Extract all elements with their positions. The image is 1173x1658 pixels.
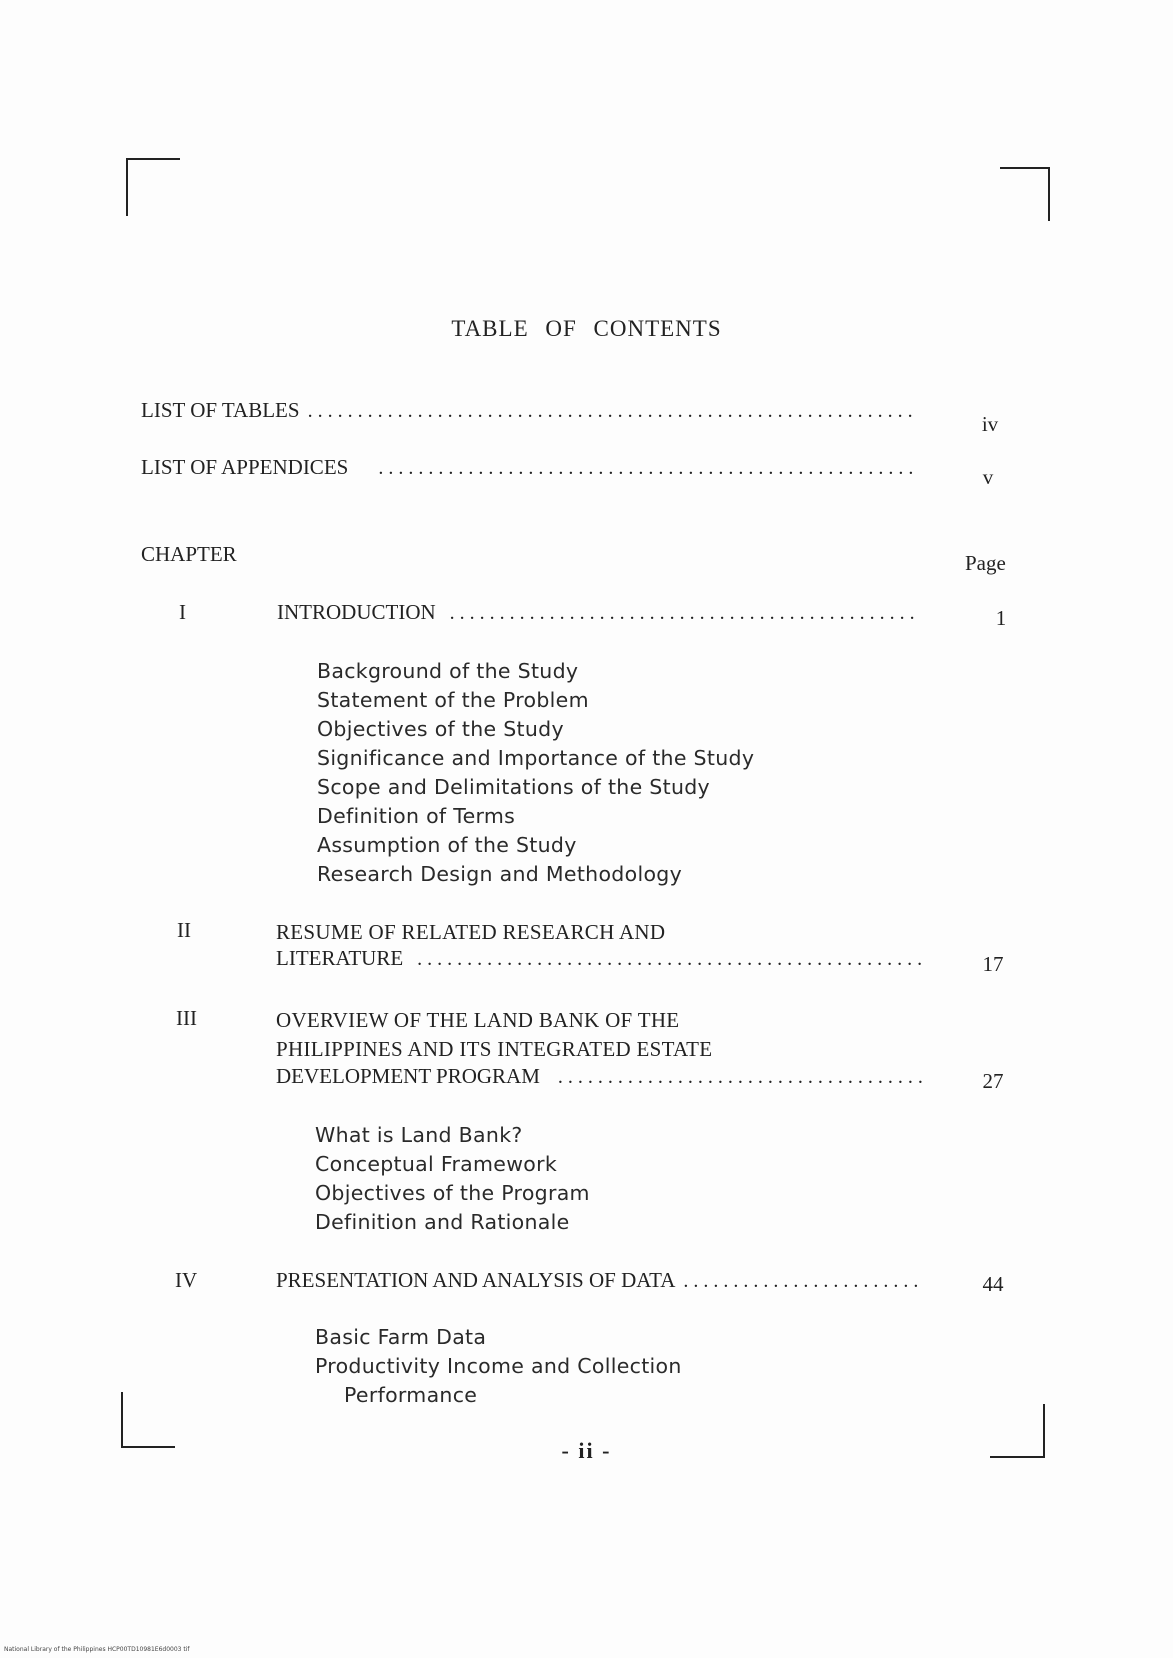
chapter-title-line: PHILIPPINES AND ITS INTEGRATED ESTATE	[276, 1037, 713, 1061]
leader-dots	[308, 401, 917, 423]
chapter-title: LITERATURE	[276, 946, 404, 970]
subsection-item: Performance	[344, 1383, 478, 1407]
subsection-item: What is Land Bank?	[315, 1123, 523, 1147]
subsection-item: Definition and Rationale	[315, 1210, 570, 1234]
chapter-title: DEVELOPMENT PROGRAM	[276, 1064, 540, 1088]
toc-entry-label: LIST OF TABLES	[141, 398, 300, 422]
toc-entry-list-of-appendices	[141, 455, 917, 480]
leader-dots	[450, 603, 917, 625]
subsection-item: Research Design and Methodology	[317, 862, 683, 886]
chapter-page: 1	[995, 606, 1007, 630]
page-title: TABLE OF CONTENTS	[451, 316, 722, 341]
subsection-item: Basic Farm Data	[315, 1325, 487, 1349]
chapter-title: PRESENTATION AND ANALYSIS OF DATA	[276, 1268, 676, 1292]
chapter-title-development-program	[276, 1064, 922, 1089]
subsection-item: Productivity Income and Collection	[315, 1354, 682, 1378]
subsection-item: Objectives of the Program	[315, 1181, 590, 1205]
leader-dots	[417, 949, 926, 971]
subsection-item: Assumption of the Study	[317, 833, 577, 857]
leader-dots	[378, 458, 917, 480]
chapter-page: 17	[982, 952, 1004, 976]
subsection-item: Significance and Importance of the Study	[317, 746, 755, 770]
chapter-i-subsections	[317, 657, 754, 889]
subsection-item: Definition of Terms	[317, 804, 516, 828]
subsection-item: Objectives of the Study	[317, 717, 564, 741]
leader-dots	[683, 1271, 918, 1293]
chapter-number: IV	[175, 1268, 198, 1292]
toc-entry-list-of-tables	[141, 398, 917, 423]
leader-dots	[558, 1067, 922, 1089]
chapter-iii-subsections	[315, 1121, 590, 1237]
subsection-item: Background of the Study	[317, 659, 579, 683]
chapter-title: INTRODUCTION	[277, 600, 436, 624]
chapter-number: III	[176, 1006, 197, 1030]
chapter-number: II	[177, 918, 191, 942]
chapter-page: 27	[982, 1069, 1004, 1093]
page-column-header: Page	[965, 551, 1006, 575]
chapter-title-introduction	[277, 600, 917, 625]
crop-mark-top-left	[126, 158, 180, 216]
page-number-footer: - ii -	[561, 1438, 612, 1463]
chapter-column-header: CHAPTER	[141, 542, 237, 566]
toc-entry-label: LIST OF APPENDICES	[141, 455, 349, 479]
toc-entry-page: v	[982, 465, 994, 489]
toc-entry-page: iv	[981, 412, 999, 436]
crop-mark-top-right	[1000, 167, 1050, 221]
scan-source-note: National Library of the Philippines HCP00TD10981E6d0003 tif	[4, 1646, 190, 1653]
subsection-item: Statement of the Problem	[317, 688, 589, 712]
chapter-title-line: OVERVIEW OF THE LAND BANK OF THE	[276, 1008, 680, 1032]
subsection-item: Scope and Delimitations of the Study	[317, 775, 710, 799]
chapter-page: 44	[982, 1272, 1004, 1296]
chapter-number: I	[179, 600, 186, 624]
chapter-iv-subsections	[315, 1323, 682, 1410]
chapter-title-literature	[276, 946, 926, 971]
chapter-title-line: RESUME OF RELATED RESEARCH AND	[276, 920, 666, 944]
chapter-title-presentation	[276, 1268, 918, 1293]
subsection-item: Conceptual Framework	[315, 1152, 558, 1176]
